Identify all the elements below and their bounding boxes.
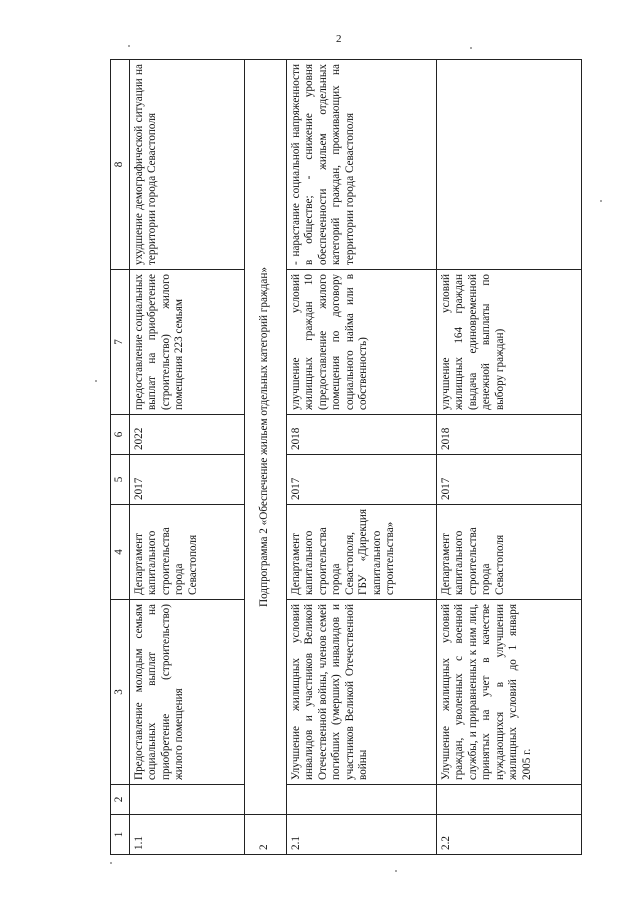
header-cell: 5 — [111, 455, 130, 505]
row-executor: Департамент капитального строительства города Севастополя — [129, 505, 244, 600]
table-row — [436, 60, 581, 855]
header-cell: 8 — [111, 60, 130, 270]
row-description: Предоставление молодым семьям социальных выплат на приобретение (строительство) жилого помещения — [129, 600, 244, 785]
page-number: 2 — [336, 33, 342, 45]
row-col2 — [436, 785, 581, 815]
table-row — [129, 60, 244, 855]
row-result: улучшение условий жилищных граждан 10 (предоставление жилого помещения по договору социального найма или в собственность) — [286, 270, 436, 415]
header-cell: 3 — [111, 600, 130, 785]
row-executor: Департамент капитального строительства города Севастополя, ГБУ «Дирекция капитального строительства» — [286, 505, 436, 600]
scan-speck — [600, 200, 602, 202]
row-col2 — [129, 785, 244, 815]
row-start-year: 2017 — [286, 455, 436, 505]
row-result: предоставление социальных выплат на приобретение (строительство) жилого помещения 223 семьям — [129, 270, 244, 415]
row-end-year: 2018 — [286, 415, 436, 455]
subprogram-title: Подпрограмма 2 «Обеспечение жильем отдельных категорий граждан» — [244, 60, 286, 815]
scan-speck — [128, 45, 130, 47]
header-row — [111, 60, 130, 855]
row-number: 2 — [244, 815, 286, 855]
subprogram-row — [244, 60, 286, 855]
scan-speck — [470, 47, 472, 49]
row-col2 — [286, 785, 436, 815]
row-number: 2.2 — [436, 815, 581, 855]
scan-speck — [95, 380, 97, 382]
row-end-year: 2022 — [129, 415, 244, 455]
row-end-year: 2018 — [436, 415, 581, 455]
header-cell: 4 — [111, 505, 130, 600]
header-cell: 1 — [111, 815, 130, 855]
table-row — [286, 60, 436, 855]
rotated-table-container — [110, 60, 580, 855]
row-consequence: - нарастание социальной напряженности в обществе; - снижение уровня обеспеченности жильем отдельных категорий граждан, проживающих на территории города Севастополя — [286, 60, 436, 270]
row-executor: Департамент капитального строительства города Севастополя — [436, 505, 581, 600]
row-result: улучшение условий жилищных 164 граждан (выдача единовременной денежной выплаты по выбору граждан) — [436, 270, 581, 415]
row-start-year: 2017 — [129, 455, 244, 505]
program-measures-table — [110, 59, 582, 855]
scan-speck — [395, 870, 397, 872]
row-start-year: 2017 — [436, 455, 581, 505]
row-description: Улучшение жилищных условий граждан, уволенных с военной службы, и приравненных к ним лиц, принятых на учет в качестве нуждающихся в улучшении жилищных условий до 1 января 2005 г. — [436, 600, 581, 785]
header-cell: 6 — [111, 415, 130, 455]
row-number: 1.1 — [129, 815, 244, 855]
row-consequence — [436, 60, 581, 270]
row-description: Улучшение жилищных условий инвалидов и участников Великой Отечественной войны, членов семей погибших (умерших) инвалидов и участников Великой Отечественной войны — [286, 600, 436, 785]
scan-speck — [110, 862, 112, 864]
row-consequence: ухудшение демографической ситуации на территории города Севастополя — [129, 60, 244, 270]
header-cell: 7 — [111, 270, 130, 415]
row-number: 2.1 — [286, 815, 436, 855]
header-cell: 2 — [111, 785, 130, 815]
